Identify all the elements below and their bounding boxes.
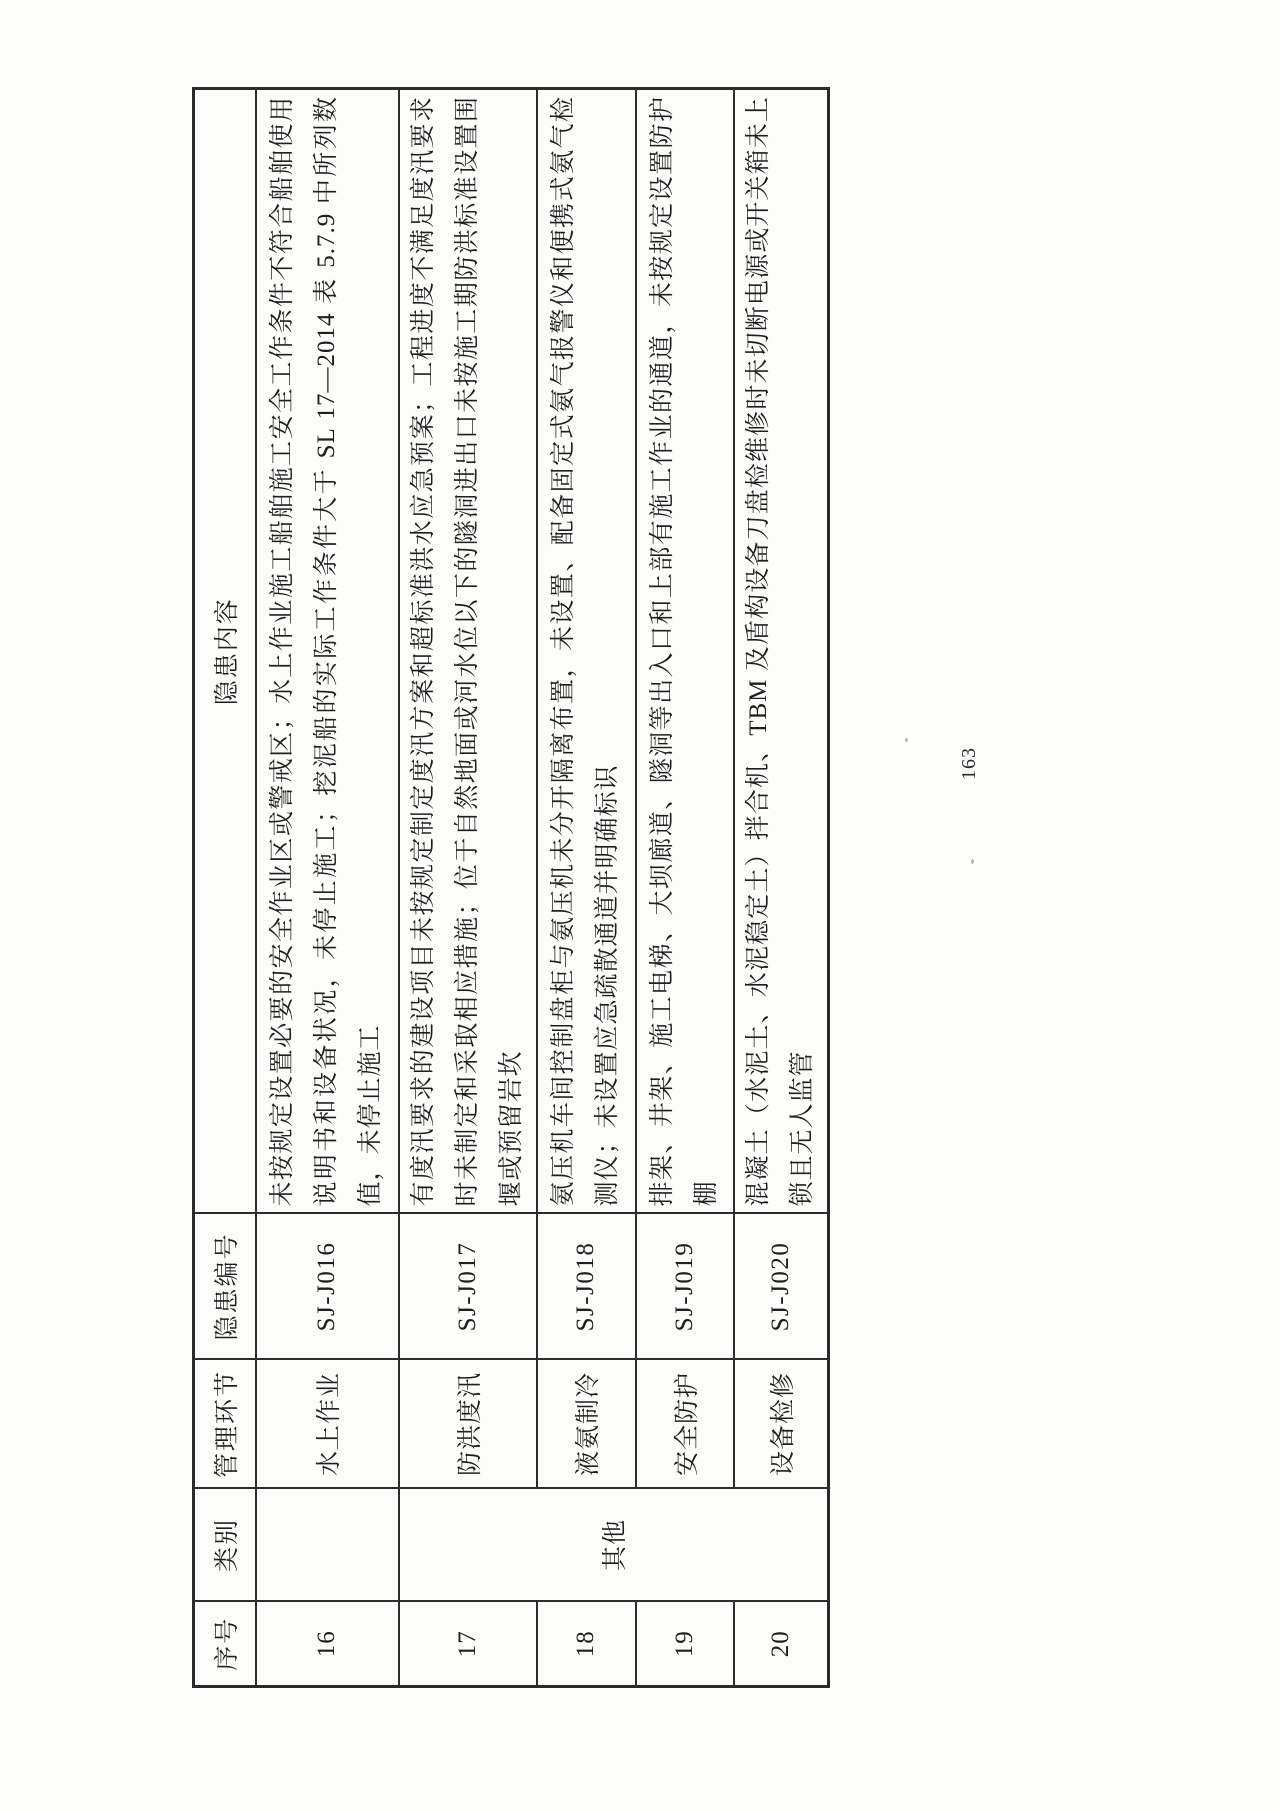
table-row xyxy=(734,89,829,1687)
page-number: 163 xyxy=(958,747,980,780)
scan-speck xyxy=(905,738,908,742)
table-row xyxy=(256,89,399,1687)
cell-code-19: SJ-J019 xyxy=(636,1214,734,1360)
cell-stage-19: 安全防护 xyxy=(636,1360,734,1489)
cell-content-19: 排架、井架、施工电梯、大坝廊道、隧洞等出入口和上部有施工作业的通道，未按规定设置防护棚 xyxy=(636,89,734,1214)
scan-speck xyxy=(971,859,974,864)
cell-serial-17: 17 xyxy=(399,1602,537,1687)
header-hazard-code: 隐患编号 xyxy=(194,1214,256,1360)
cell-stage-16: 水上作业 xyxy=(256,1360,399,1489)
table-row xyxy=(636,89,734,1687)
cell-content-20: 混凝土（水泥土、水泥稳定土）拌合机、TBM 及盾构设备刀盘检维修时未切断电源或开关箱未上锁且无人监管 xyxy=(734,89,829,1214)
cell-category-16 xyxy=(256,1489,399,1602)
cell-code-17: SJ-J017 xyxy=(399,1214,537,1360)
header-hazard-content: 隐患内容 xyxy=(194,89,256,1214)
cell-serial-20: 20 xyxy=(734,1602,829,1687)
header-serial-number: 序号 xyxy=(194,1602,256,1687)
cell-content-17: 有度汛要求的建设项目未按规定制定度汛方案和超标准洪水应急预案；工程进度不满足度汛要求时未制定和采取相应措施；位于自然地面或河水位以下的隧洞进出口未按施工期防洪标准设置围堰或预留岩坎 xyxy=(399,89,537,1214)
cell-code-20: SJ-J020 xyxy=(734,1214,829,1360)
cell-content-16: 未按规定设置必要的安全作业区或警戒区；水上作业施工船舶施工安全工作条件不符合船舶使用说明书和设备状况，未停止施工；挖泥船的实际工作条件大于 SL 17—2014 表 5.7.9 中所列数值，未停止施工 xyxy=(256,89,399,1214)
hazard-table xyxy=(192,87,830,1688)
cell-code-16: SJ-J016 xyxy=(256,1214,399,1360)
header-category: 类别 xyxy=(194,1489,256,1602)
cell-serial-19: 19 xyxy=(636,1602,734,1687)
cell-stage-20: 设备检修 xyxy=(734,1360,829,1489)
cell-serial-16: 16 xyxy=(256,1602,399,1687)
table-row xyxy=(537,89,636,1687)
cell-code-18: SJ-J018 xyxy=(537,1214,636,1360)
cell-stage-17: 防洪度汛 xyxy=(399,1360,537,1489)
table-header-row xyxy=(194,89,256,1687)
cell-stage-18: 液氨制冷 xyxy=(537,1360,636,1489)
cell-content-18: 氨压机车间控制盘柜与氨压机未分开隔离布置，未设置、配备固定式氨气报警仪和便携式氨气检测仪；未设置应急疏散通道并明确标识 xyxy=(537,89,636,1214)
table-row xyxy=(399,89,537,1687)
cell-serial-18: 18 xyxy=(537,1602,636,1687)
cell-category-merged: 其他 xyxy=(399,1489,829,1602)
header-management-stage: 管理环节 xyxy=(194,1360,256,1489)
